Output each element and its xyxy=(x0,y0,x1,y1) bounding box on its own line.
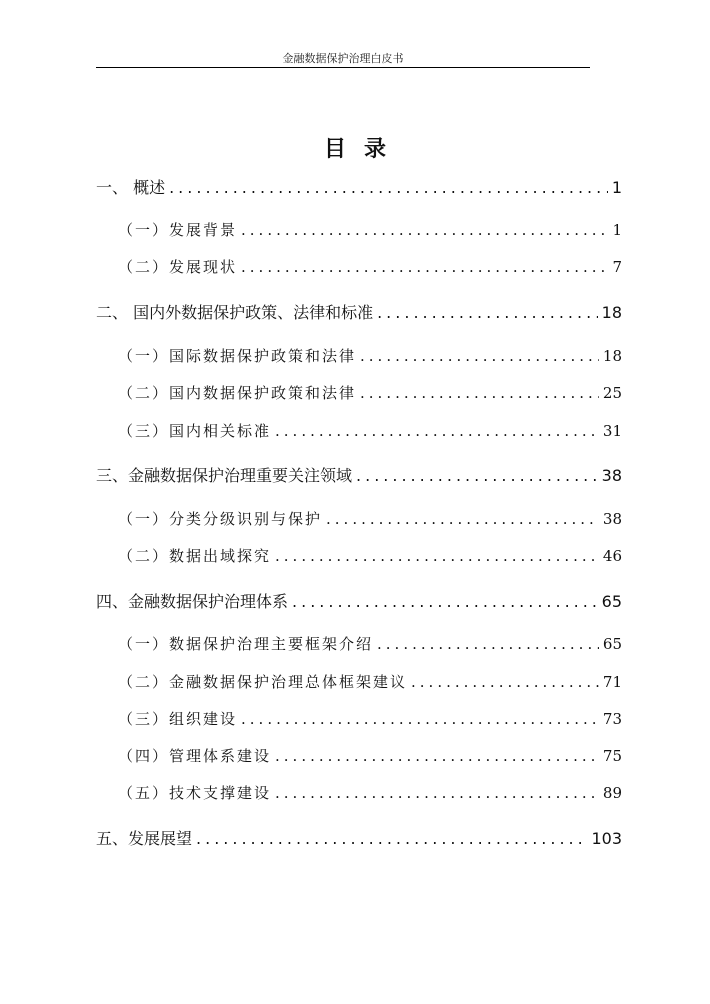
toc-entry-label: （二）金融数据保护治理总体框架建议 xyxy=(118,673,408,691)
toc-leader-dots xyxy=(292,592,598,611)
toc-entry-page: 71 xyxy=(602,673,622,691)
toc-entry-page: 73 xyxy=(602,710,622,728)
toc-entry-page: 1 xyxy=(612,221,622,239)
toc-entry-label: （一）数据保护治理主要框架介绍 xyxy=(118,635,374,653)
toc-entry-label: （五）技术支撑建设 xyxy=(118,784,272,802)
toc-entry-label: 五、发展展望 xyxy=(96,829,193,848)
toc-entry[interactable] xyxy=(118,671,622,692)
toc-entry-page: 75 xyxy=(602,747,622,765)
toc-entry-label: （三）国内相关标准 xyxy=(118,422,272,440)
toc-leader-dots xyxy=(377,635,599,653)
toc-entry-label: （二）数据出域探究 xyxy=(118,547,272,565)
toc-leader-dots xyxy=(360,347,599,365)
toc-entry-label: （三）组织建设 xyxy=(118,710,238,728)
toc-entry[interactable] xyxy=(118,256,622,277)
header-title: 金融数据保护治理白皮书 xyxy=(282,52,404,65)
toc-leader-dots xyxy=(326,510,599,528)
toc-entry[interactable] xyxy=(118,633,622,654)
toc-leader-dots xyxy=(411,673,599,691)
toc-entry[interactable] xyxy=(118,745,622,766)
toc-leader-dots xyxy=(169,178,608,197)
toc-entry-page: 18 xyxy=(602,347,622,365)
toc-leader-dots xyxy=(377,303,598,322)
toc-entry[interactable] xyxy=(96,300,622,323)
toc-entry[interactable] xyxy=(118,382,622,403)
toc-entry[interactable] xyxy=(96,589,622,612)
toc-leader-dots xyxy=(275,547,599,565)
toc-entry-label: （一）发展背景 xyxy=(118,221,238,239)
toc-entry[interactable] xyxy=(96,463,622,486)
toc-entry[interactable] xyxy=(118,782,622,803)
toc-entry[interactable] xyxy=(118,420,622,441)
toc-entry-label: 四、金融数据保护治理体系 xyxy=(96,592,289,611)
toc-leader-dots xyxy=(241,221,608,239)
toc-entry[interactable] xyxy=(118,345,622,366)
toc-entry-label: 三、金融数据保护治理重要关注领域 xyxy=(96,466,353,485)
toc-entry[interactable] xyxy=(96,175,622,198)
toc-entry-page: 65 xyxy=(601,592,622,611)
toc-entry-label: （一）分类分级识别与保护 xyxy=(118,510,323,528)
toc-entry[interactable] xyxy=(118,508,622,529)
toc-entry-page: 46 xyxy=(602,547,622,565)
toc-leader-dots xyxy=(360,384,599,402)
toc-entry-page: 89 xyxy=(602,784,622,802)
toc-entry-label: 一、 概述 xyxy=(96,178,166,197)
toc-entry-page: 25 xyxy=(602,384,622,402)
toc-entry-page: 1 xyxy=(611,178,622,197)
toc-leader-dots xyxy=(275,747,599,765)
toc-leader-dots xyxy=(241,710,599,728)
toc-entry-page: 103 xyxy=(591,829,622,848)
toc-entry-page: 18 xyxy=(601,303,622,322)
toc-entry-page: 38 xyxy=(601,466,622,485)
toc-entry-label: （四）管理体系建设 xyxy=(118,747,272,765)
toc-entry-label: （二）发展现状 xyxy=(118,258,238,276)
toc-entry-label: （一）国际数据保护政策和法律 xyxy=(118,347,357,365)
toc-entry[interactable] xyxy=(118,708,622,729)
toc-leader-dots xyxy=(275,422,599,440)
toc-leader-dots xyxy=(356,466,598,485)
toc-leader-dots xyxy=(275,784,599,802)
toc-entry[interactable] xyxy=(118,545,622,566)
toc-entry-label: （二）国内数据保护政策和法律 xyxy=(118,384,357,402)
toc-leader-dots xyxy=(196,829,587,848)
toc-entry-page: 31 xyxy=(602,422,622,440)
toc-entry[interactable] xyxy=(118,219,622,240)
toc-entry-page: 7 xyxy=(612,258,622,276)
toc-entry[interactable] xyxy=(96,826,622,849)
toc-title: 目录 xyxy=(323,137,404,162)
toc-entry-page: 38 xyxy=(602,510,622,528)
toc-entry-label: 二、 国内外数据保护政策、法律和标准 xyxy=(96,303,374,322)
toc-leader-dots xyxy=(241,258,608,276)
toc-entry-page: 65 xyxy=(602,635,622,653)
